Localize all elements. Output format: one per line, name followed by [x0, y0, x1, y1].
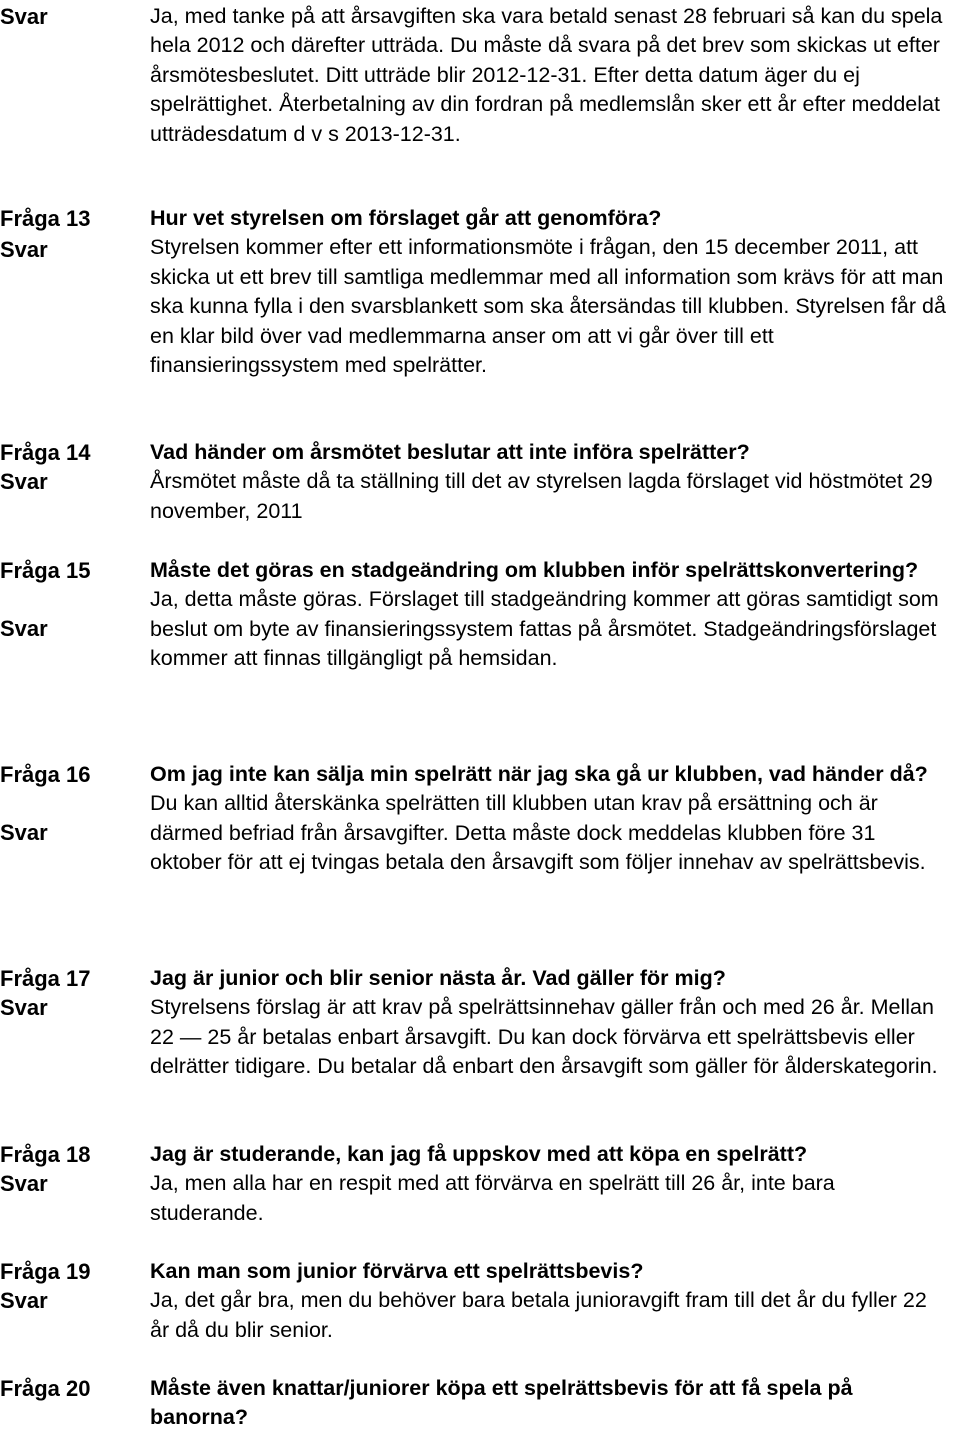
answer-label: Svar	[0, 1171, 48, 1196]
question-label: Fråga 18	[0, 1142, 91, 1167]
entry-content	[150, 556, 950, 674]
answer-text: Ja, men alla har en respit med att förvärva en spelrätt till 26 år, inte bara studerande.	[150, 1171, 835, 1225]
entry-content	[150, 204, 950, 380]
answer-label: Svar	[0, 820, 48, 845]
answer-label: Svar	[0, 1288, 48, 1313]
question-text: Jag är junior och blir senior nästa år. Vad gäller för mig?	[150, 966, 726, 990]
entry-content	[150, 1140, 950, 1228]
answer-text: Årsmötet måste då ta ställning till det av styrelsen lagda förslaget vid höstmötet 29 november, 2011	[150, 469, 933, 523]
question-label: Fråga 16	[0, 762, 91, 787]
question-text: Vad händer om årsmötet beslutar att inte införa spelrätter?	[150, 440, 750, 464]
question-text: Jag är studerande, kan jag få uppskov med att köpa en spelrätt?	[150, 1142, 808, 1166]
question-text: Hur vet styrelsen om förslaget går att genomföra?	[150, 206, 662, 230]
entry-content	[150, 1257, 950, 1345]
question-label: Fråga 15	[0, 558, 91, 583]
answer-label: Svar	[0, 237, 48, 262]
answer-text: Du kan alltid återskänka spelrätten till klubben utan krav på ersättning och är därmed befriad från årsavgifter. Detta måste dock meddelas klubben före 31 oktober för att ej tvingas betala den årsavgift som följer innehav av spelrättsbevis.	[150, 791, 926, 875]
answer-label: Svar	[0, 469, 48, 494]
question-text: Kan man som junior förvärva ett spelrättsbevis?	[150, 1259, 644, 1283]
entry-content	[150, 760, 950, 878]
answer-text: Ja, med tanke på att årsavgiften ska vara betald senast 28 februari så kan du spela hela 2012 och därefter utträda. Du måste då svara på det brev som skickas ut efter årsmötesbeslutet. Ditt utträde blir 2012-12-31. Efter detta datum äger du ej spelrättighet. Återbetalning av din fordran på medlemslån sker ett år efter meddelat utträdesdatum d v s 2013-12-31.	[150, 4, 943, 146]
question-label: Fråga 14	[0, 440, 91, 465]
answer-label: Svar	[0, 995, 48, 1020]
question-text: Måste även knattar/juniorer köpa ett spelrättsbevis för att få spela på banorna?	[150, 1376, 853, 1430]
answer-label: Svar	[0, 616, 48, 641]
question-label: Fråga 20	[0, 1376, 91, 1401]
answer-label: Svar	[0, 4, 48, 29]
question-text: Om jag inte kan sälja min spelrätt när jag ska gå ur klubben, vad händer då?	[150, 762, 928, 786]
entry-content	[150, 964, 950, 1082]
entry-content	[150, 438, 950, 526]
answer-text: Ja, det går bra, men du behöver bara betala junioravgift fram till det år du fyller 22 år då du blir senior.	[150, 1288, 927, 1342]
answer-text: Styrelsens förslag är att krav på spelrättsinnehav gäller från och med 26 år. Mellan 22 — 25 år betalas enbart årsavgift. Du kan dock förvärva ett spelrättsbevis eller delrätter tidigare. Du betalar då enbart den årsavgift som gäller för ålderskategorin.	[150, 995, 938, 1079]
question-label: Fråga 13	[0, 206, 91, 231]
entry-content	[150, 1374, 950, 1433]
answer-text: Ja, detta måste göras. Förslaget till stadgeändring kommer att göras samtidigt som beslut om byte av finansieringssystem fattas på årsmötet. Stadgeändringsförslaget kommer att finnas tillgängligt på hemsidan.	[150, 587, 939, 671]
question-text: Måste det göras en stadgeändring om klubben inför spelrättskonvertering?	[150, 558, 919, 582]
question-label: Fråga 17	[0, 966, 91, 991]
question-label: Fråga 19	[0, 1259, 91, 1284]
answer-text: Styrelsen kommer efter ett informationsmöte i frågan, den 15 december 2011, att skicka ut ett brev till samtliga medlemmar med all information som krävs för att man ska kunna fylla i den svarsblankett som ska återsändas till klubben. Styrelsen får då en klar bild över vad medlemmarna anser om att vi går över till ett finansieringssystem med spelrätter.	[150, 235, 946, 378]
entry-content	[150, 2, 950, 149]
